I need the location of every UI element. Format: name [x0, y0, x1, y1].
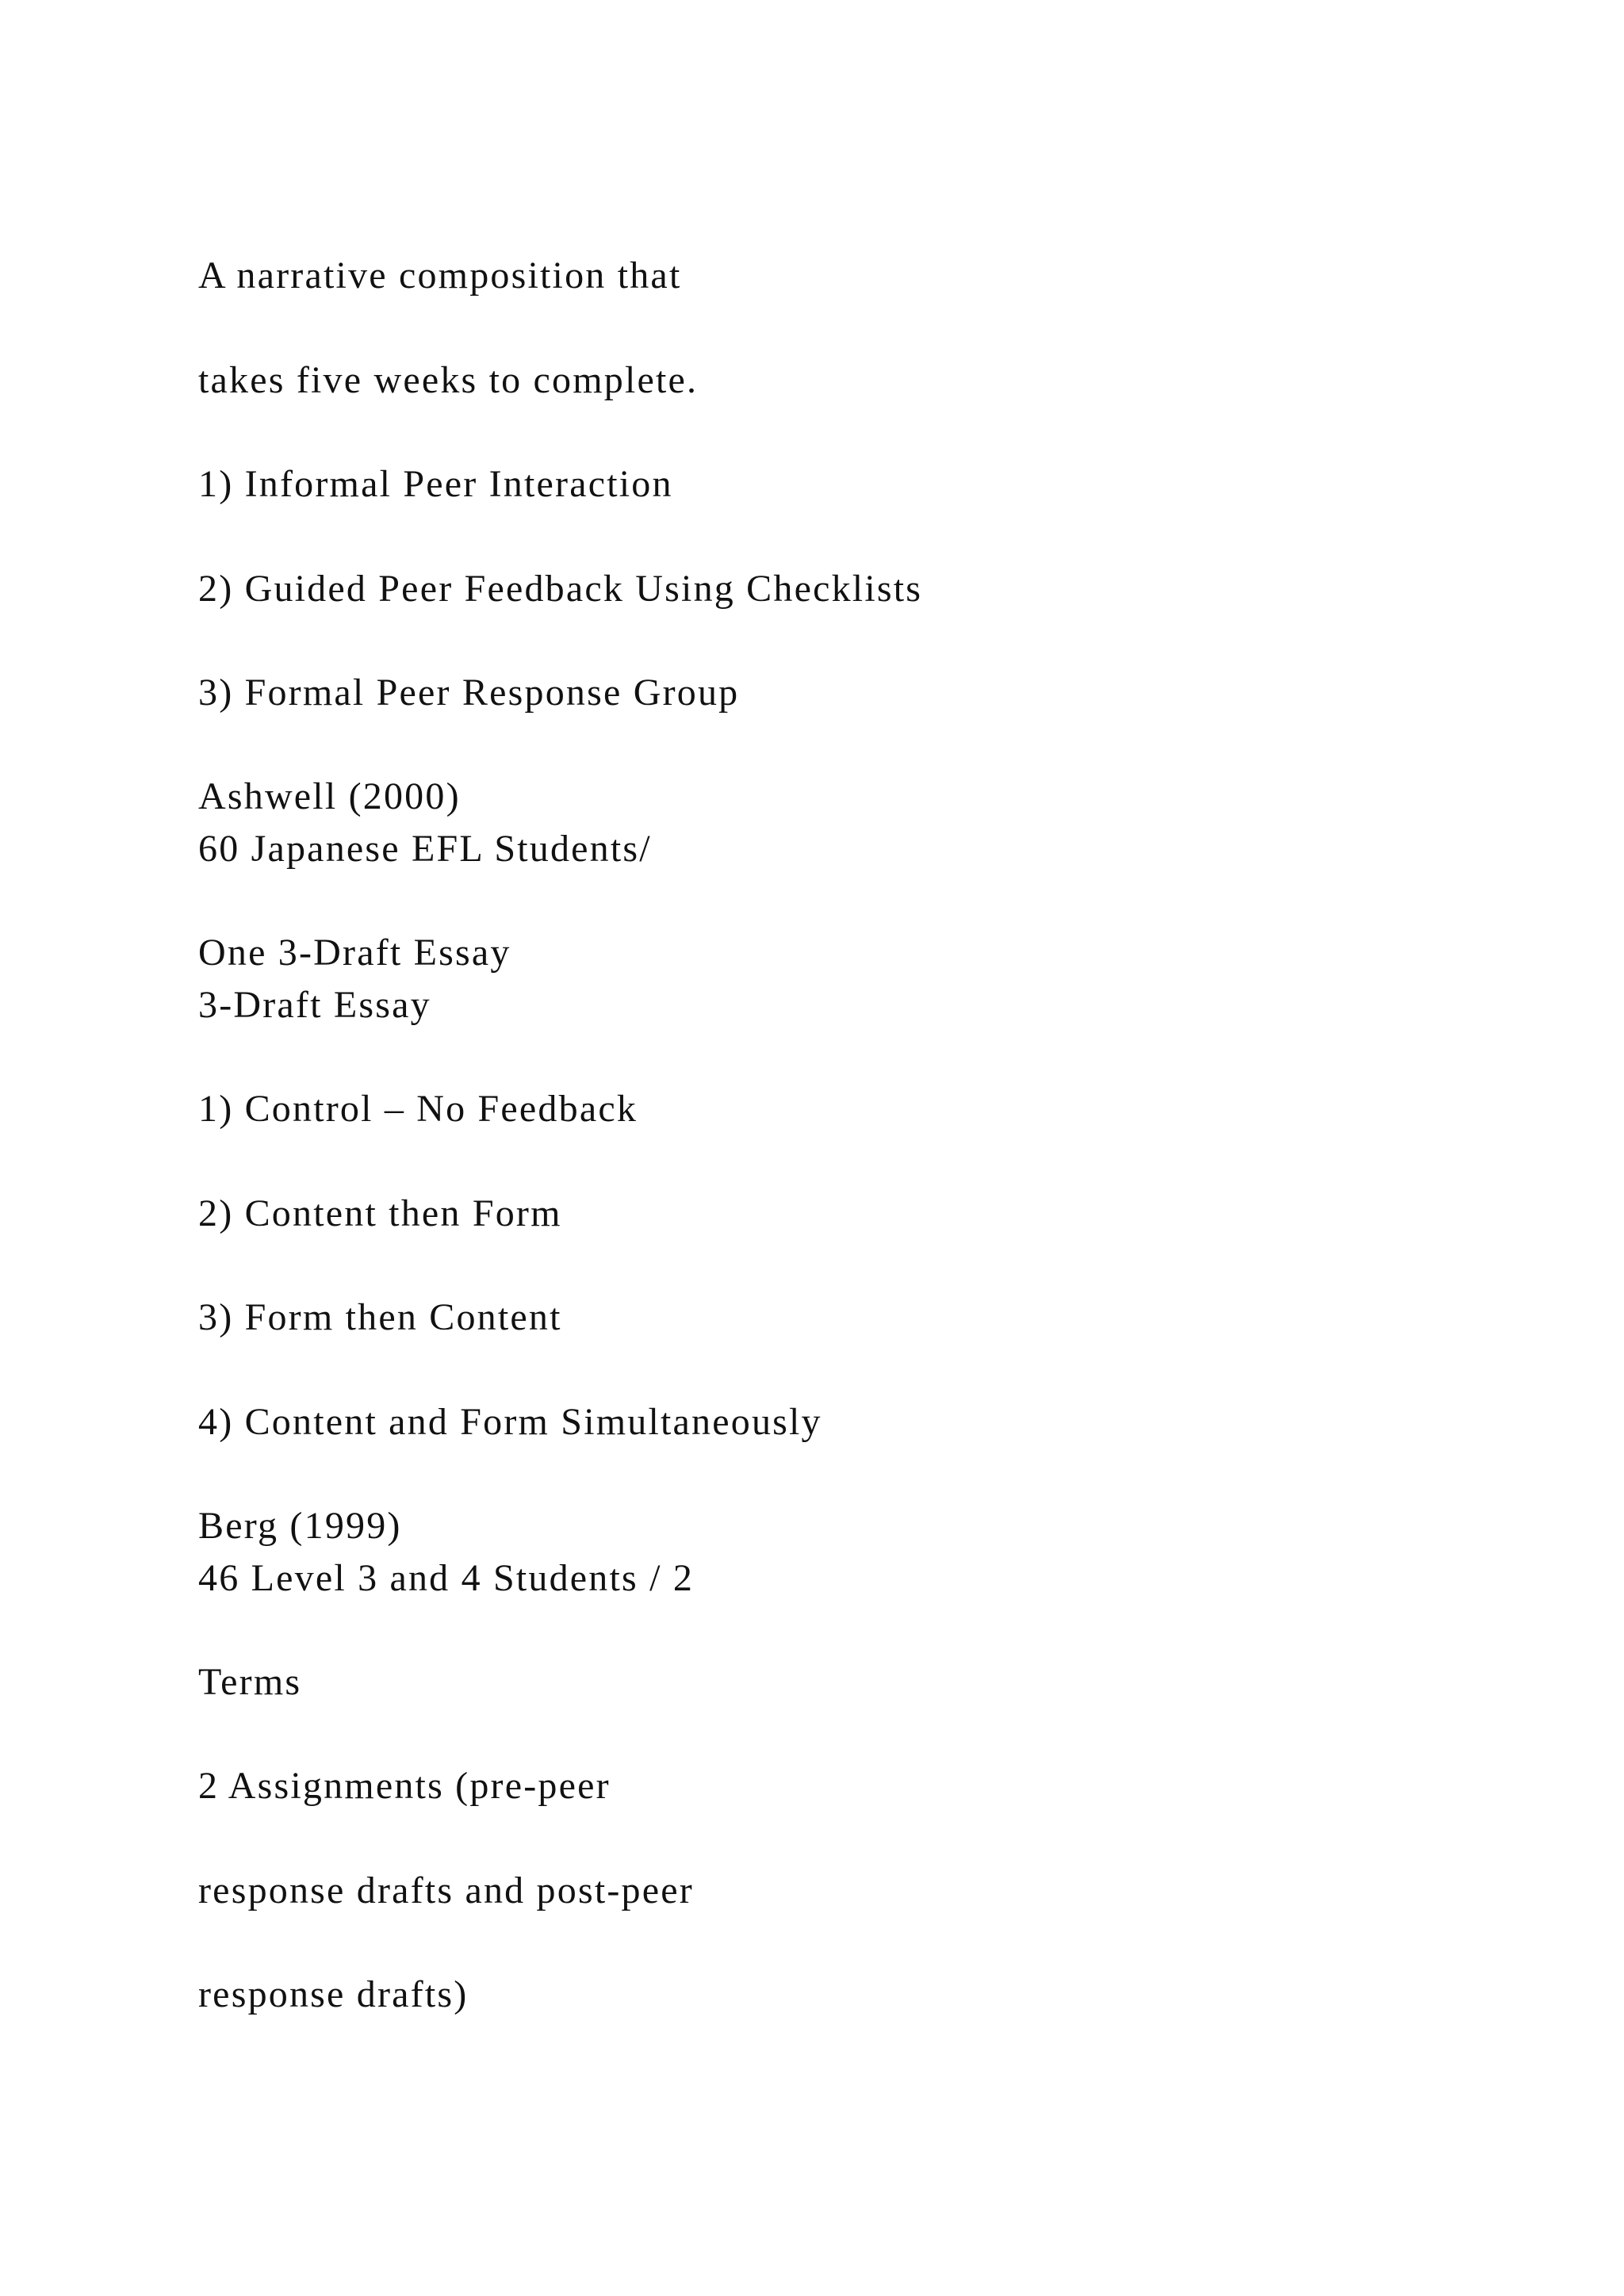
text-line: 2) Content then Form: [198, 1192, 562, 1234]
text-line: 1) Control – No Feedback: [198, 1088, 638, 1130]
text-line: 3) Formal Peer Response Group: [198, 672, 740, 714]
text-line: One 3-Draft Essay: [198, 932, 511, 974]
text-line: Berg (1999): [198, 1505, 402, 1547]
text-line: A narrative composition that: [198, 254, 682, 297]
text-line: 60 Japanese EFL Students/: [198, 828, 652, 870]
text-line: 1) Informal Peer Interaction: [198, 463, 673, 505]
text-line: 2 Assignments (pre-peer: [198, 1765, 611, 1807]
text-line: Terms: [198, 1661, 302, 1703]
text-line: 2) Guided Peer Feedback Using Checklists: [198, 568, 923, 610]
text-line: takes five weeks to complete.: [198, 359, 699, 401]
text-line: response drafts): [198, 1973, 469, 2015]
text-line: 4) Content and Form Simultaneously: [198, 1401, 822, 1443]
text-line: Ashwell (2000): [198, 775, 461, 817]
text-line: 3-Draft Essay: [198, 984, 431, 1026]
text-line: response drafts and post-peer: [198, 1869, 694, 1911]
text-line: 46 Level 3 and 4 Students / 2: [198, 1557, 695, 1599]
text-line: 3) Form then Content: [198, 1296, 562, 1338]
